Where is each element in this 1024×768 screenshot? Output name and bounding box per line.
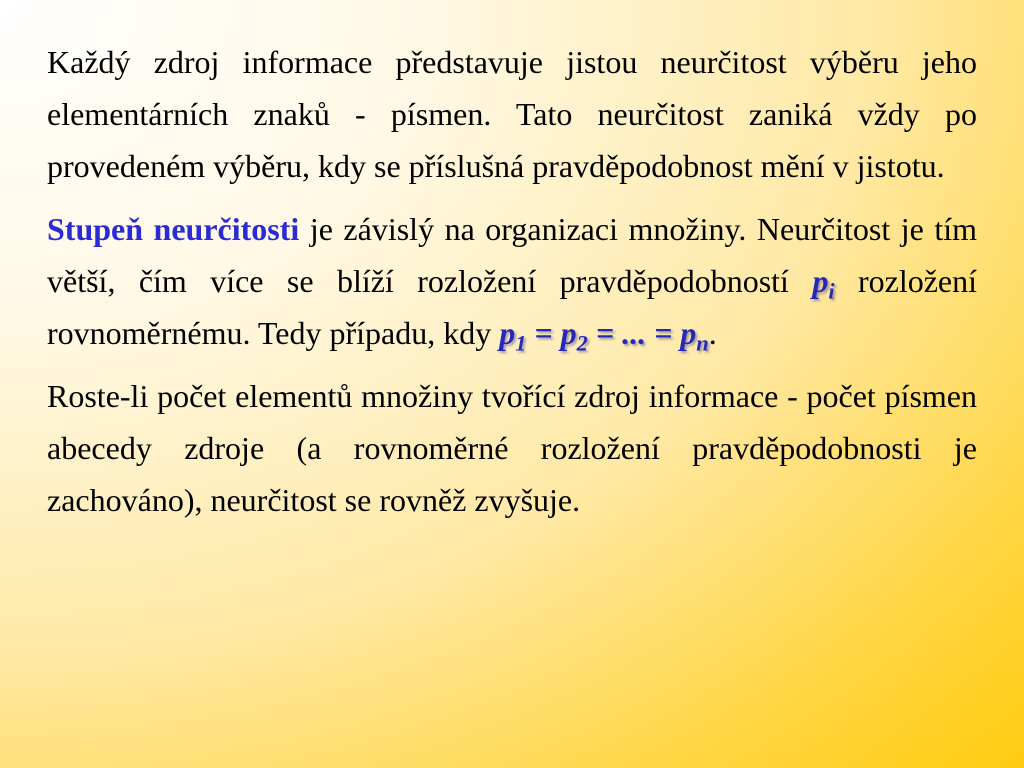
paragraph-1: Každý zdroj informace představuje jistou neurčitost výběru jeho elementárních znaků - písmen. Tato neurčitost zaniká vždy po provedeném výběru, kdy se příslušná pravděpodobnost mění v jistotu. — [47, 44, 977, 184]
term-stupen-neurcitosti: Stupeň neurčitosti — [47, 211, 300, 247]
formula-equal-probabilities — [499, 315, 709, 356]
p2-subscript: 2 — [576, 330, 588, 356]
paragraph-2-text-a: je závislý na organizaci množiny. Neurčitost je tím větší, čím více se blíží rozložení pravděpodobností — [47, 211, 978, 299]
pi-base: p — [812, 263, 829, 299]
p1-subscript: 1 — [515, 330, 527, 356]
p1-base: p — [499, 315, 516, 351]
paragraph-2-end: . — [708, 315, 717, 351]
slide-content — [47, 36, 977, 537]
paragraph-2 — [47, 203, 977, 359]
paragraph-2-text-b: rozložení rovnoměrnému. Tedy případu, kdy — [47, 263, 977, 351]
pi-subscript: i — [828, 278, 835, 304]
pn-base: p — [680, 315, 697, 351]
equals-ellipsis: = ... = — [587, 315, 681, 351]
pn-subscript: n — [696, 330, 709, 356]
formula-pi — [812, 263, 835, 304]
p2-base: p — [560, 315, 577, 351]
paragraph-3: Roste-li počet elementů množiny tvořící zdroj informace - počet písmen abecedy zdroje (a rovnoměrné rozložení pravděpodobnosti je zachováno), neurčitost se rovněž zvyšuje. — [47, 378, 977, 518]
equals-1: = — [526, 315, 561, 351]
